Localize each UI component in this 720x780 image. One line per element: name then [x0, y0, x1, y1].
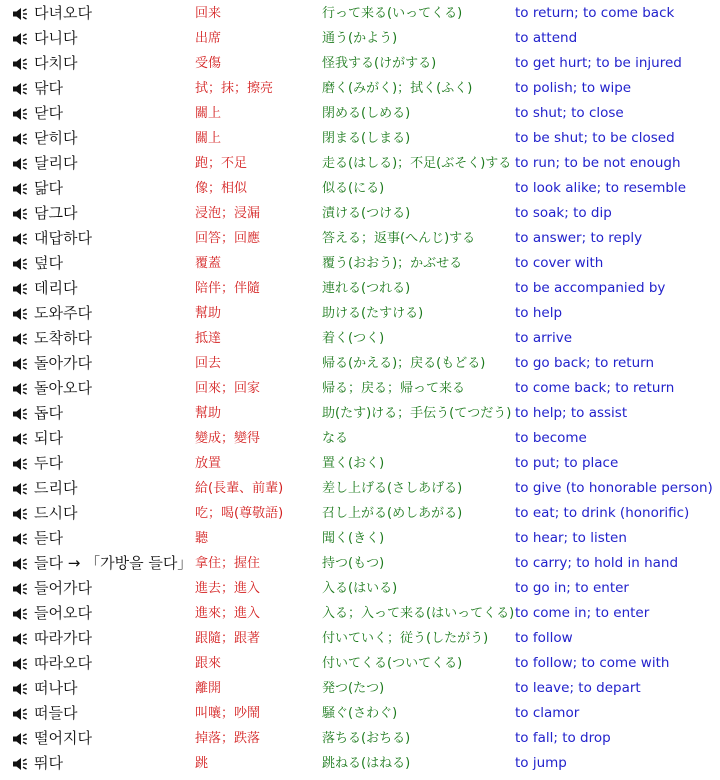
speaker-icon[interactable]: [12, 676, 30, 701]
korean-word: 다녀오다: [34, 4, 92, 22]
english-meaning: to polish; to wipe: [515, 80, 632, 96]
vocab-row: [0, 701, 720, 726]
japanese-meaning: 帰る；戻る；帰って来る: [322, 381, 466, 396]
speaker-icon[interactable]: [12, 26, 30, 51]
speaker-icon[interactable]: [12, 401, 30, 426]
japanese-meaning: 差し上げる(さしあげる): [322, 481, 463, 496]
speaker-icon[interactable]: [12, 301, 30, 326]
chinese-meaning: 出席: [195, 31, 222, 46]
korean-word: 닫다: [34, 104, 63, 122]
chinese-meaning: 拭；抹；擦亮: [195, 81, 274, 96]
english-meaning: to eat; to drink (honorific): [515, 505, 690, 521]
english-meaning: to become: [515, 430, 587, 446]
vocab-row: [0, 326, 720, 351]
english-meaning: to shut; to close: [515, 105, 624, 121]
english-meaning: to come back; to return: [515, 380, 675, 396]
korean-word: 두다: [34, 454, 63, 472]
english-meaning: to cover with: [515, 255, 604, 271]
chinese-meaning: 覆蓋: [195, 256, 222, 271]
vocab-row: [0, 126, 720, 151]
korean-word: 닦다: [34, 79, 63, 97]
vocab-row: [0, 626, 720, 651]
vocab-row: [0, 226, 720, 251]
english-meaning: to clamor: [515, 705, 580, 721]
korean-word: 되다: [34, 429, 63, 447]
chinese-meaning: 幫助: [195, 406, 222, 421]
japanese-meaning: 似る(にる): [322, 181, 385, 196]
english-meaning: to hear; to listen: [515, 530, 627, 546]
korean-word: 떠나다: [34, 679, 78, 697]
japanese-meaning: なる: [322, 431, 349, 446]
english-meaning: to follow; to come with: [515, 655, 670, 671]
speaker-icon[interactable]: [12, 451, 30, 476]
japanese-meaning: 通う(かよう): [322, 31, 398, 46]
chinese-meaning: 進來；進入: [195, 606, 261, 621]
speaker-icon[interactable]: [12, 601, 30, 626]
korean-word: 떨어지다: [34, 729, 92, 747]
korean-word: 떠들다: [34, 704, 78, 722]
chinese-meaning: 回來；回家: [195, 381, 261, 396]
korean-word: 뛰다: [34, 754, 63, 772]
japanese-meaning: 答える；返事(へんじ)する: [322, 231, 476, 246]
english-meaning: to arrive: [515, 330, 573, 346]
chinese-meaning: 回来: [195, 6, 222, 21]
speaker-icon[interactable]: [12, 501, 30, 526]
japanese-meaning: 着く(つく): [322, 331, 385, 346]
vocab-row: [0, 251, 720, 276]
english-meaning: to follow: [515, 630, 573, 646]
vocab-row: [0, 51, 720, 76]
english-meaning: to attend: [515, 30, 578, 46]
korean-word: 도착하다: [34, 329, 92, 347]
vocab-row: [0, 676, 720, 701]
korean-word: 듣다: [34, 529, 63, 547]
vocab-row: [0, 576, 720, 601]
japanese-meaning: 磨く(みがく)；拭く(ふく): [322, 81, 473, 96]
speaker-icon[interactable]: [12, 351, 30, 376]
speaker-icon[interactable]: [12, 326, 30, 351]
korean-word: 돌아오다: [34, 379, 92, 397]
english-meaning: to get hurt; to be injured: [515, 55, 682, 71]
chinese-meaning: 拿住；握住: [195, 556, 261, 571]
japanese-meaning: 入る；入って来る(はいってくる): [322, 606, 515, 621]
english-meaning: to fall; to drop: [515, 730, 611, 746]
chinese-meaning: 關上: [195, 131, 222, 146]
english-meaning: to go in; to enter: [515, 580, 629, 596]
korean-word: 돌아가다: [34, 354, 92, 372]
speaker-icon[interactable]: [12, 526, 30, 551]
chinese-meaning: 浸泡；浸漏: [195, 206, 261, 221]
korean-word: 들어오다: [34, 604, 92, 622]
korean-word: 들다 → 「가방을 들다」: [34, 554, 193, 572]
speaker-icon[interactable]: [12, 76, 30, 101]
korean-word: 다치다: [34, 54, 78, 72]
japanese-meaning: 発つ(たつ): [322, 681, 385, 696]
japanese-meaning: 走る(はしる)；不足(ぶそく)する: [322, 156, 512, 171]
korean-word: 대답하다: [34, 229, 92, 247]
speaker-icon[interactable]: [12, 251, 30, 276]
korean-word: 드리다: [34, 479, 78, 497]
korean-word: 드시다: [34, 504, 78, 522]
korean-word: 도와주다: [34, 304, 92, 322]
japanese-meaning: 助ける(たすける): [322, 306, 424, 321]
speaker-icon[interactable]: [12, 426, 30, 451]
vocab-row: [0, 351, 720, 376]
speaker-icon[interactable]: [12, 126, 30, 151]
chinese-meaning: 給(長輩、前輩): [195, 481, 284, 496]
korean-word: 들어가다: [34, 579, 92, 597]
japanese-meaning: 帰る(かえる)；戻る(もどる): [322, 356, 486, 371]
vocab-row: [0, 726, 720, 751]
japanese-meaning: 付いていく；従う(したがう): [322, 631, 489, 646]
speaker-icon[interactable]: [12, 201, 30, 226]
speaker-icon[interactable]: [12, 276, 30, 301]
vocab-row: [0, 651, 720, 676]
english-meaning: to run; to be not enough: [515, 155, 681, 171]
vocab-row: [0, 26, 720, 51]
vocab-row: [0, 301, 720, 326]
chinese-meaning: 陪伴；伴隨: [195, 281, 261, 296]
speaker-icon[interactable]: [12, 626, 30, 651]
japanese-meaning: 付いてくる(ついてくる): [322, 656, 463, 671]
vocab-row: [0, 201, 720, 226]
chinese-meaning: 像；相似: [195, 181, 248, 196]
korean-word: 따라오다: [34, 654, 92, 672]
japanese-meaning: 持つ(もつ): [322, 556, 385, 571]
speaker-icon[interactable]: [12, 651, 30, 676]
speaker-icon[interactable]: [12, 751, 30, 776]
korean-word: 담그다: [34, 204, 78, 222]
english-meaning: to help: [515, 305, 563, 321]
chinese-meaning: 跟來: [195, 656, 222, 671]
english-meaning: to put; to place: [515, 455, 619, 471]
english-meaning: to help; to assist: [515, 405, 628, 421]
vocab-row: [0, 276, 720, 301]
english-meaning: to leave; to depart: [515, 680, 641, 696]
vocab-row: [0, 176, 720, 201]
english-meaning: to be accompanied by: [515, 280, 666, 296]
japanese-meaning: 閉まる(しまる): [322, 131, 411, 146]
chinese-meaning: 受傷: [195, 56, 222, 71]
japanese-meaning: 漬ける(つける): [322, 206, 411, 221]
korean-word: 따라가다: [34, 629, 92, 647]
chinese-meaning: 關上: [195, 106, 222, 121]
japanese-meaning: 跳ねる(はねる): [322, 756, 411, 771]
japanese-meaning: 閉める(しめる): [322, 106, 411, 121]
japanese-meaning: 聞く(きく): [322, 531, 385, 546]
vocab-row: [0, 751, 720, 776]
japanese-meaning: 連れる(つれる): [322, 281, 411, 296]
vocab-row: [0, 376, 720, 401]
speaker-icon[interactable]: [12, 151, 30, 176]
chinese-meaning: 叫嚷；吵鬧: [195, 706, 261, 721]
speaker-icon[interactable]: [12, 101, 30, 126]
chinese-meaning: 回去: [195, 356, 222, 371]
chinese-meaning: 幫助: [195, 306, 222, 321]
english-meaning: to be shut; to be closed: [515, 130, 675, 146]
vocab-row: [0, 501, 720, 526]
japanese-meaning: 行って来る(いってくる): [322, 6, 463, 21]
vocab-row: [0, 1, 720, 26]
speaker-icon[interactable]: [12, 551, 30, 576]
speaker-icon[interactable]: [12, 176, 30, 201]
japanese-meaning: 入る(はいる): [322, 581, 398, 596]
chinese-meaning: 抵達: [195, 331, 222, 346]
speaker-icon[interactable]: [12, 376, 30, 401]
english-meaning: to give (to honorable person): [515, 480, 713, 496]
korean-word: 돕다: [34, 404, 63, 422]
english-meaning: to jump: [515, 755, 567, 771]
english-meaning: to return; to come back: [515, 5, 675, 21]
japanese-meaning: 覆う(おおう)；かぶせる: [322, 256, 463, 271]
vocab-row: [0, 101, 720, 126]
english-meaning: to soak; to dip: [515, 205, 612, 221]
english-meaning: to come in; to enter: [515, 605, 650, 621]
chinese-meaning: 聽: [195, 531, 209, 546]
korean-word: 덮다: [34, 254, 63, 272]
vocab-row: [0, 451, 720, 476]
vocab-row: [0, 426, 720, 451]
speaker-icon[interactable]: [12, 476, 30, 501]
japanese-meaning: 怪我する(けがする): [322, 56, 437, 71]
vocab-row: [0, 551, 720, 576]
chinese-meaning: 變成；變得: [195, 431, 261, 446]
vocab-row: [0, 526, 720, 551]
english-meaning: to go back; to return: [515, 355, 655, 371]
korean-word: 데리다: [34, 279, 78, 297]
chinese-meaning: 離開: [195, 681, 222, 696]
korean-word: 달리다: [34, 154, 78, 172]
japanese-meaning: 置く(おく): [322, 456, 385, 471]
chinese-meaning: 吃；喝(尊敬語): [195, 506, 284, 521]
korean-word: 닫히다: [34, 129, 78, 147]
speaker-icon[interactable]: [12, 576, 30, 601]
vocab-row: [0, 476, 720, 501]
vocab-row: [0, 601, 720, 626]
chinese-meaning: 跑；不足: [195, 156, 248, 171]
japanese-meaning: 召し上がる(めしあがる): [322, 506, 463, 521]
english-meaning: to answer; to reply: [515, 230, 643, 246]
chinese-meaning: 跟隨；跟著: [195, 631, 261, 646]
korean-word: 다니다: [34, 29, 78, 47]
chinese-meaning: 跳: [195, 756, 209, 771]
chinese-meaning: 放置: [195, 456, 222, 471]
chinese-meaning: 掉落；跌落: [195, 731, 261, 746]
japanese-meaning: 落ちる(おちる): [322, 731, 411, 746]
english-meaning: to look alike; to resemble: [515, 180, 686, 196]
vocab-row: [0, 401, 720, 426]
speaker-icon[interactable]: [12, 51, 30, 76]
speaker-icon[interactable]: [12, 226, 30, 251]
japanese-meaning: 助(たす)ける；手伝う(てつだう): [322, 406, 512, 421]
speaker-icon[interactable]: [12, 1, 30, 26]
vocab-row: [0, 151, 720, 176]
vocab-row: [0, 76, 720, 101]
japanese-meaning: 騒ぐ(さわぐ): [322, 706, 398, 721]
english-meaning: to carry; to hold in hand: [515, 555, 679, 571]
chinese-meaning: 回答；回應: [195, 231, 261, 246]
speaker-icon[interactable]: [12, 701, 30, 726]
korean-word: 닮다: [34, 179, 63, 197]
speaker-icon[interactable]: [12, 726, 30, 751]
chinese-meaning: 進去；進入: [195, 581, 261, 596]
